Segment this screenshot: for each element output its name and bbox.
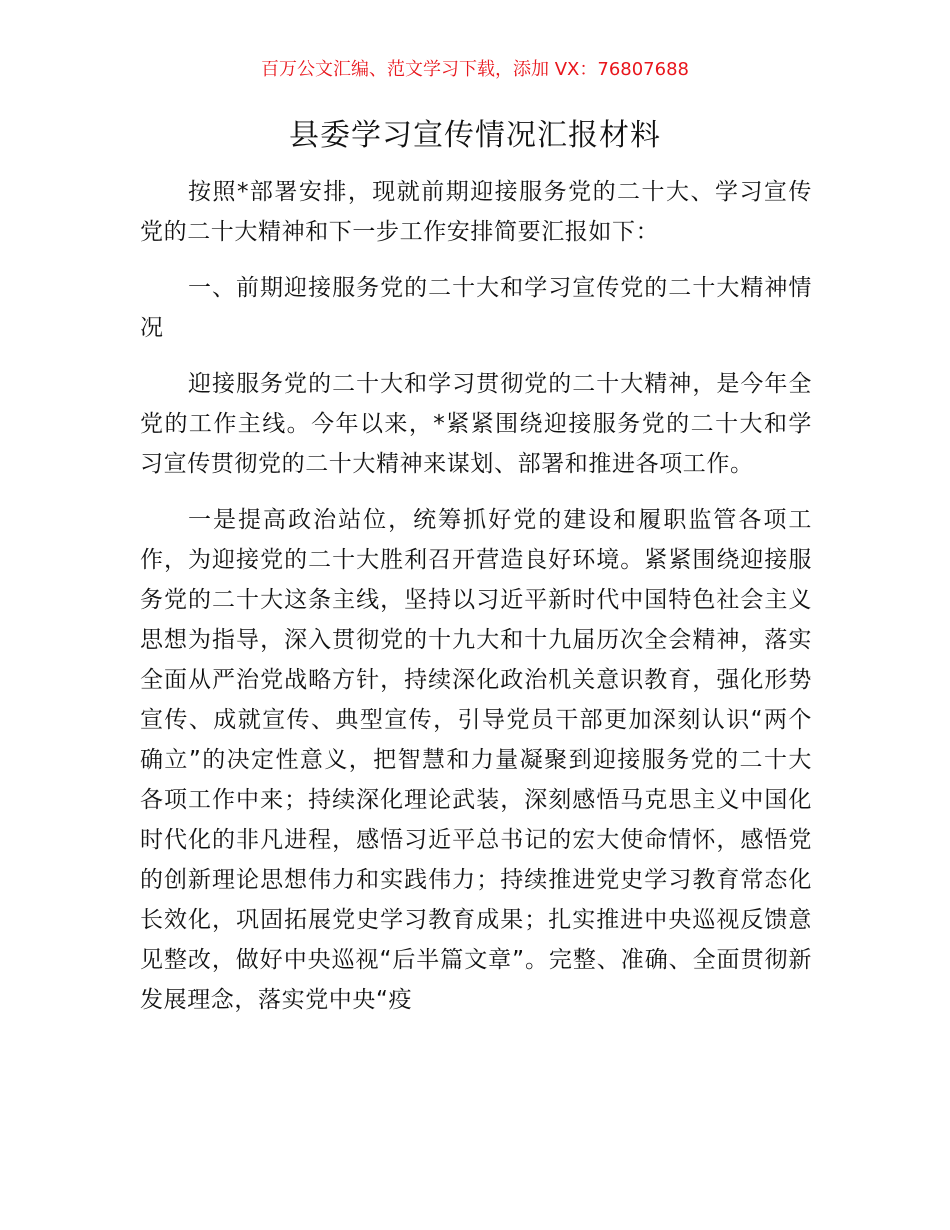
document-title: 县委学习宣传情况汇报材料 bbox=[289, 118, 661, 153]
body-paragraph: 迎接服务党的二十大和学习贯彻党的二十大精神，是今年全党的工作主线。今年以来，*紧紧围绕迎接服务党的二十大和学习宣传贯彻党的二十大精神来谋划、部署和推进各项工作。 bbox=[140, 371, 812, 477]
intro-paragraph: 按照*部署安排，现就前期迎接服务党的二十大、学习宣传党的二十大精神和下一步工作安排简要汇报如下： bbox=[140, 179, 812, 245]
section-heading-1: 一、前期迎接服务党的二十大和学习宣传党的二十大精神情况 bbox=[140, 275, 812, 341]
document-body bbox=[140, 172, 812, 1036]
watermark-header: 百万公文汇编、范文学习下载，添加 VX：76807688 bbox=[261, 59, 689, 80]
body-paragraph: 一是提高政治站位，统筹抓好党的建设和履职监管各项工作，为迎接党的二十大胜利召开营造良好环境。紧紧围绕迎接服务党的二十大这条主线，坚持以习近平新时代中国特色社会主义思想为指导，深入贯彻党的十九大和十九届历次全会精神，落实全面从严治党战略方针，持续深化政治机关意识教育，强化形势宣传、成就宣传、典型宣传，引导党员干部更加深刻认识“两个确立”的决定性意义，把智慧和力量凝聚到迎接服务党的二十大各项工作中来；持续深化理论武装，深刻感悟马克思主义中国化时代化的非凡进程，感悟习近平总书记的宏大使命情怀，感悟党的创新理论思想伟力和实践伟力；持续推进党史学习教育常态化长效化，巩固拓展党史学习教育成果；扎实推进中央巡视反馈意见整改，做好中央巡视“后半篇文章”。完整、准确、全面贯彻新发展理念，落实党中央“疫 bbox=[140, 507, 812, 1013]
